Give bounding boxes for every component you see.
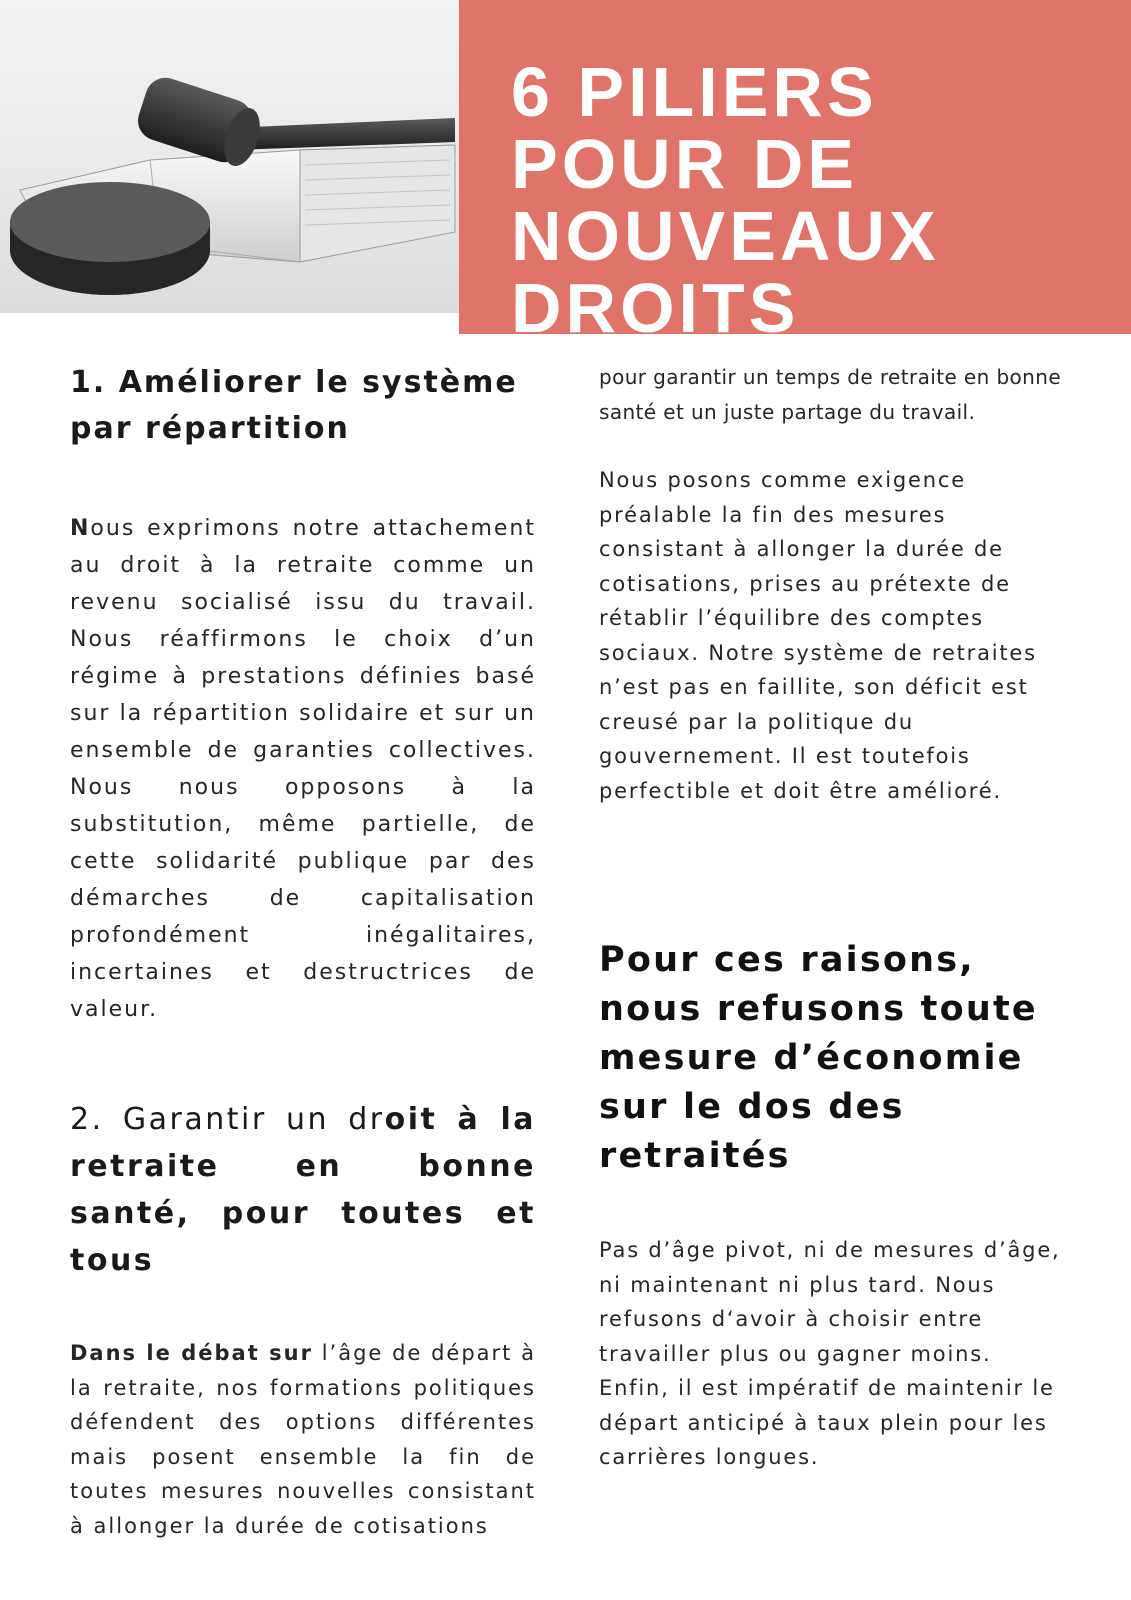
section1-text: ous exprimons notre attachement au droit à la retraite comme un revenu socialisé issu du travail. Nous réaffirmons le choix d’un régime à prestations définies basé sur la répartition solidaire et sur un ensemble de garanties collectives. Nous nous opposons à la substitution, même partielle, de cette solidarité publique par des démarches de capitalisation profondément inégalitaires, incertaines et destructrices de valeur.: [70, 516, 536, 1022]
section2-lead-bold: Dans le débat sur: [70, 1341, 313, 1365]
section1-heading: 1. Améliorer le système par répartition: [70, 365, 518, 446]
title-banner: [459, 0, 1131, 347]
section2-heading-bold: oit à la retraite en bonne santé, pour toutes et tous: [70, 1102, 536, 1278]
right-column: [599, 360, 1069, 1475]
conclusion-paragraph: Pas d’âge pivot, ni de mesures d’âge, ni maintenant ni plus tard. Nous refusons d‘avoir à choisir entre travailler plus ou gagner moins. Enfin, il est impératif de maintenir le départ anticipé à taux plein pour les carrières longues.: [599, 1238, 1061, 1469]
section2-continuation: pour garantir un temps de retraite en bonne santé et un juste partage du travail.: [599, 365, 1062, 424]
section2-paragraph: [70, 1336, 536, 1543]
left-column: [70, 360, 536, 1543]
section1-paragraph: [70, 510, 536, 1028]
page-title: 6 PILIERS POUR DE NOUVEAUX DROITS: [511, 53, 940, 347]
section2-text: l’âge de départ à la retraite, nos formations politiques défendent des options différentes mais posent ensemble la fin de toutes mesures nouvelles consistant à allonger la durée de cotisations: [70, 1341, 537, 1538]
gavel-book-photo: [0, 0, 459, 313]
section1-first-letter: N: [70, 516, 91, 541]
conclusion-heading: Pour ces raisons, nous refusons toute mesure d’économie sur le dos des retraités: [599, 940, 1038, 1176]
section2-paragraph2: Nous posons comme exigence préalable la fin des mesures consistant à allonger la durée de cotisations, prises au prétexte de rétablir l’équilibre des comptes sociaux. Notre système de retraites n’est pas en faillite, son déficit est creusé par la politique du gouvernement. Il est toutefois perfectible et doit être amélioré.: [599, 468, 1037, 803]
section2-heading: [70, 1096, 536, 1284]
section2-heading-light: 2. Garantir un dr: [70, 1102, 385, 1137]
gavel-illustration: [0, 0, 459, 313]
